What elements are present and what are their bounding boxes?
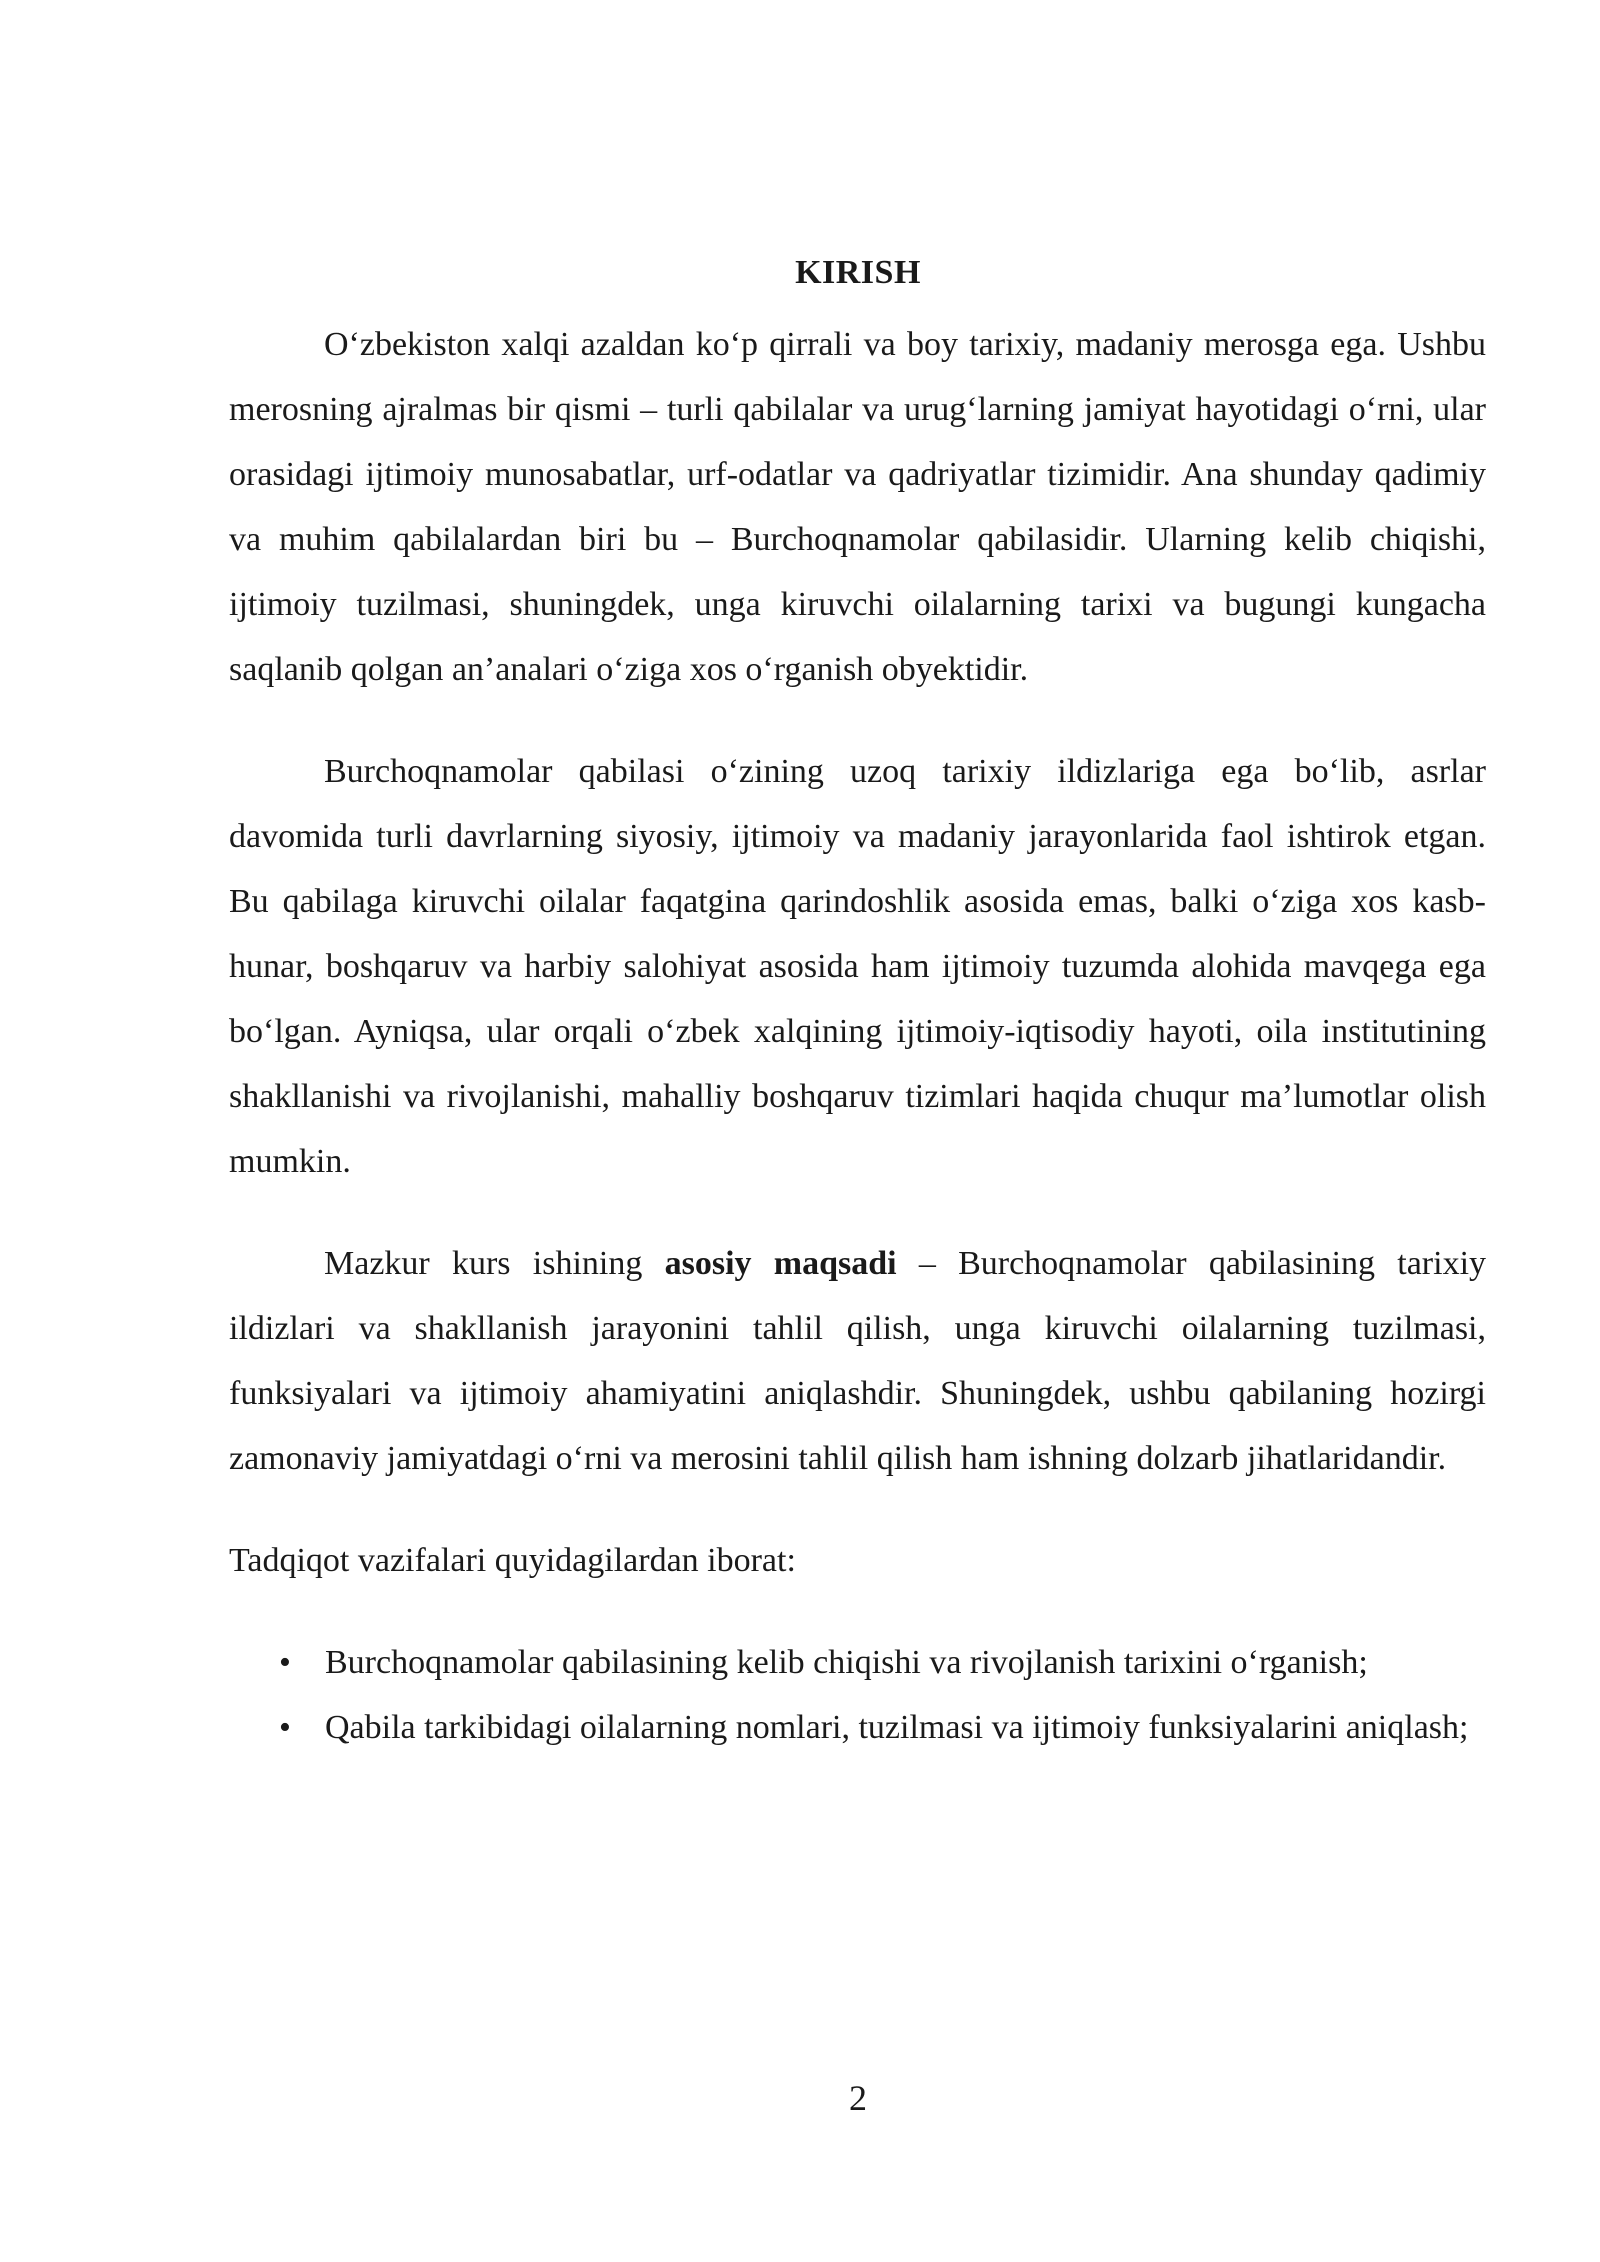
history-paragraph: Burchoqnamolar qabilasi o‘zining uzoq tarixiy ildizlariga ega bo‘lib, asrlar davomida turli davrlarning siyosiy, ijtimoiy va madaniy jarayonlarida faol ishtirok etgan. Bu qabilaga kiruvchi oilalar faqatgina qarindoshlik asosida emas, balki o‘ziga xos kasb-hunar, boshqaruv va harbiy salohiyat asosida ham ijtimoiy tuzumda alohida mavqega ega bo‘lgan. Ayniqsa, ular orqali o‘zbek xalqining ijtimoiy-iqtisodiy hayoti, oila institutining shakllanishi va rivojlanishi, mahalliy boshqaruv tizimlari haqida chuqur ma’lumotlar olish mumkin. [229,753,1486,1180]
intro-paragraph: O‘zbekiston xalqi azaldan ko‘p qirrali va boy tarixiy, madaniy merosga ega. Ushbu merosning ajralmas bir qismi – turli qabilalar va urug‘larning jamiyat hayotidagi o‘rni, ular orasidagi ijtimoiy munosabatlar, urf-odatlar va qadriyatlar tizimidir. Ana shunday qadimiy va muhim qabilalardan biri bu – Burchoqnamolar qabilasidir. Ularning kelib chiqishi, ijtimoiy tuzilmasi, shuningdek, unga kiruvchi oilalarning tarixi va bugungi kungacha saqlanib qolgan an’analari o‘ziga xos o‘rganish obyektidir. [229,326,1486,688]
list-item-text: Qabila tarkibidagi oilalarning nomlari, tuzilmasi va ijtimoiy funksiyalarini aniqlash; [325,1709,1469,1746]
tasks-intro: Tadqiqot vazifalari quyidagilardan iborat: [229,1542,796,1579]
list-item-text: Burchoqnamolar qabilasining kelib chiqishi va rivojlanish tarixini o‘rganish; [325,1644,1368,1681]
bullet-icon: • [279,1644,291,1681]
bullet-icon: • [279,1709,291,1746]
page-number: 2 [849,2078,867,2118]
goal-paragraph [229,1231,1486,1491]
goal-text-start: Mazkur kurs ishining [324,1245,665,1282]
goal-text-end: – Burchoqnamolar qabilasining tarixiy ildizlari va shakllanish jarayonini tahlil qilish, unga kiruvchi oilalarning tuzilmasi, funksiyalari va ijtimoiy ahamiyatini aniqlashdir. Shuningdek, ushbu qabilaning hozirgi zamonaviy jamiyatdagi o‘rni va merosini tahlil qilish ham ishning dolzarb jihatlaridandir. [229,1245,1487,1477]
tasks-list [229,1630,1486,1760]
list-item [229,1630,1486,1695]
document-body [229,312,1486,1760]
list-item [229,1695,1486,1760]
page-title: KIRISH [795,254,921,291]
goal-emphasis: asosiy maqsadi [664,1245,897,1282]
